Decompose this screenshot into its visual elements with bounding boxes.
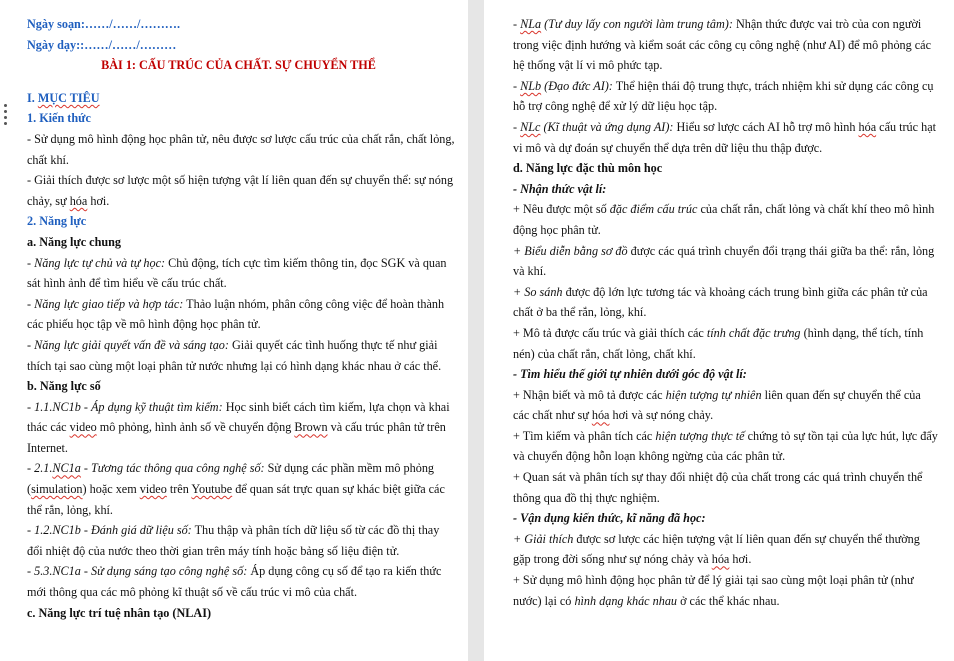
document-page-left[interactable] [0,0,468,661]
paragraph-line: gặp trong đời sống như sự nóng chảy và hóa hơi. [513,552,752,567]
subheading-explore-nature: - Tìm hiểu thế giới tự nhiên dưới góc độ vật lí: [513,367,747,382]
section-competency: 2. Năng lực [27,214,87,229]
paragraph-line: nước) lại có hình dạng khác nhau ở các thể khác nhau. [513,593,780,608]
section-objectives: I. MỤC TIÊU [27,90,100,105]
paragraph-line: Internet. [27,440,68,455]
paragraph-line: các chất như sự hóa hơi và sự nóng chảy. [513,408,714,423]
date-taught: Ngày dạy::……/……/……… [27,37,177,52]
paragraph-line: các phiếu học tập về mô hình động học phân tử. [27,317,261,332]
paragraph-line: đổi nhiệt độ của nước theo thời gian trên máy tính hoặc bảng số liệu điện tử. [27,543,400,558]
paragraph-line: - Năng lực tự chủ và tự học: Chủ động, tích cực tìm kiếm thông tin, đọc SGK và quan [27,255,447,270]
paragraph-line: - Giải thích được sơ lược một số hiện tượng vật lí liên quan đến sự chuyển thể: sự nóng [27,173,454,188]
subsection-general-competency: a. Năng lực chung [27,234,121,249]
paragraph-line: hỗ trợ công nghệ để xử lý dữ liệu học tập. [513,99,718,114]
section-knowledge: 1. Kiến thức [27,111,91,126]
paragraph-line: chất khí. [27,152,69,167]
paragraph-line: - Năng lực giao tiếp và hợp tác: Thảo luận nhóm, phân công công việc để hoàn thành [27,296,445,311]
subheading-apply-knowledge: - Vận dụng kiến thức, kĩ năng đã học: [513,511,706,526]
paragraph-line: nén) của chất rắn, chất lỏng, chất khí. [513,346,696,361]
paragraph-line: - 1.1.NC1b - Áp dụng kỹ thuật tìm kiếm: Học sinh biết cách tìm kiếm, lựa chọn và khai [27,399,450,414]
paragraph-line: + Giải thích được sơ lược các hiện tượng vật lí liên quan đến sự chuyển thể thường [513,531,920,546]
paragraph-line: và khí. [513,264,547,279]
paragraph-line: - Sử dụng mô hình động học phân tử, nêu được sơ lược cấu trúc của chất rắn, chất lỏng, [27,131,455,146]
subsection-digital-competency: b. Năng lực số [27,379,101,394]
paragraph-line: - NLc (Kĩ thuật và ứng dụng AI): Hiểu sơ lược cách AI hỗ trợ mô hình hóa cấu trúc hạt [513,119,936,134]
page-gap [468,0,484,661]
paragraph-line: - Năng lực giải quyết vấn đề và sáng tạo: Giải quyết các tình huống thực tế như giải [27,337,438,352]
paragraph-line: + Nhận biết và mô tả được các hiện tượng tự nhiên liên quan đến sự chuyển thể của [513,387,921,402]
subheading-physics-cognition: - Nhận thức vật lí: [513,181,607,196]
paragraph-line: thích tại sao cùng một loại phân tử nước nhưng lại có hình dạng khác nhau ở các thể. [27,358,442,373]
paragraph-line: trong việc định hướng và kiểm soát các công cụ công nghệ (như AI) để mô phỏng các [513,37,931,52]
paragraph-line: + Nêu được một số đặc điểm cấu trúc của chất rắn, chất lỏng và chất khí theo mô hình [513,202,935,217]
drag-handle-icon[interactable] [4,104,10,128]
paragraph-line: + Biểu diễn bằng sơ đồ được các quá trình chuyển đổi trạng thái giữa ba thể: rắn, lỏng [513,243,935,258]
paragraph-line: mới thông qua các mô phỏng kĩ thuật số về cấu trúc vi mô của chất. [27,585,358,600]
document-page-right[interactable] [484,0,954,661]
paragraph-line: và chuyển động hỗn loạn không ngừng của các phân tử. [513,449,786,464]
paragraph-line: động học phân tử. [513,222,601,237]
paragraph-line: chảy, sự hóa hơi. [27,193,110,208]
paragraph-line: + Tìm kiếm và phân tích các hiện tượng thực tế chứng tỏ sự tồn tại của lực hút, lực đẩy [513,428,938,443]
paragraph-line: (simulation) hoặc xem video trên Youtube để quan sát trực quan sự khác biệt giữa các [27,482,445,497]
paragraph-line: thác các video mô phỏng, hình ảnh số về chuyển động Brown và cấu trúc phân tử trên [27,420,446,435]
subsection-subject-competency: d. Năng lực đặc thù môn học [513,161,663,176]
paragraph-line: + Sử dụng mô hình động học phân tử để lý giải tại sao cùng một loại phân tử (như [513,573,914,588]
paragraph-line: - 2.1.NC1a - Tương tác thông qua công nghệ số: Sử dụng các phần mềm mô phỏng [27,461,435,476]
paragraph-line: thể rắn, lỏng, khí. [27,502,113,517]
paragraph-line: thông qua đồ thị thực nghiệm. [513,490,660,505]
paragraph-line: - NLa (Tư duy lấy con người làm trung tâm): Nhận thức được vai trò của con người [513,17,922,31]
date-prepared: Ngày soạn:……/……/………. [27,17,181,31]
paragraph-line: chất ở ba thể rắn, lỏng, khí. [513,305,647,320]
paragraph-line: sát hình ảnh để tìm hiểu về cấu trúc chất. [27,276,227,291]
paragraph-line: hệ thống vật lí vi mô phức tạp. [513,58,663,73]
paragraph-line: + So sánh được độ lớn lực tương tác và khoảng cách trung bình giữa các phân tử của [513,284,928,299]
paragraph-line: + Quan sát và phân tích sự thay đổi nhiệt độ của chất trong các quá trình chuyển thể [513,470,923,485]
paragraph-line: - NLb (Đạo đức AI): Thể hiện thái độ trung thực, trách nhiệm khi sử dụng các công cụ [513,78,934,93]
paragraph-line: + Mô tả được cấu trúc và giải thích các tính chất đặc trưng (hình dạng, thể tích, tính [513,325,924,340]
paragraph-line: - 1.2.NC1b - Đánh giá dữ liệu số: Thu thập và phân tích dữ liệu số từ các đồ thị thay [27,523,440,538]
subsection-ai-competency: c. Năng lực trí tuệ nhân tạo (NLAI) [27,605,212,620]
paragraph-line: - 5.3.NC1a - Sử dụng sáng tạo công nghệ số: Áp dụng công cụ số để tạo ra kiến thức [27,564,442,579]
paragraph-line: vi mô và dự đoán sự chuyển thể dựa trên dữ liệu thu thập được. [513,140,823,155]
lesson-title: BÀI 1: CẤU TRÚC CỦA CHẤT. SỰ CHUYỂN THỂ [101,58,376,73]
